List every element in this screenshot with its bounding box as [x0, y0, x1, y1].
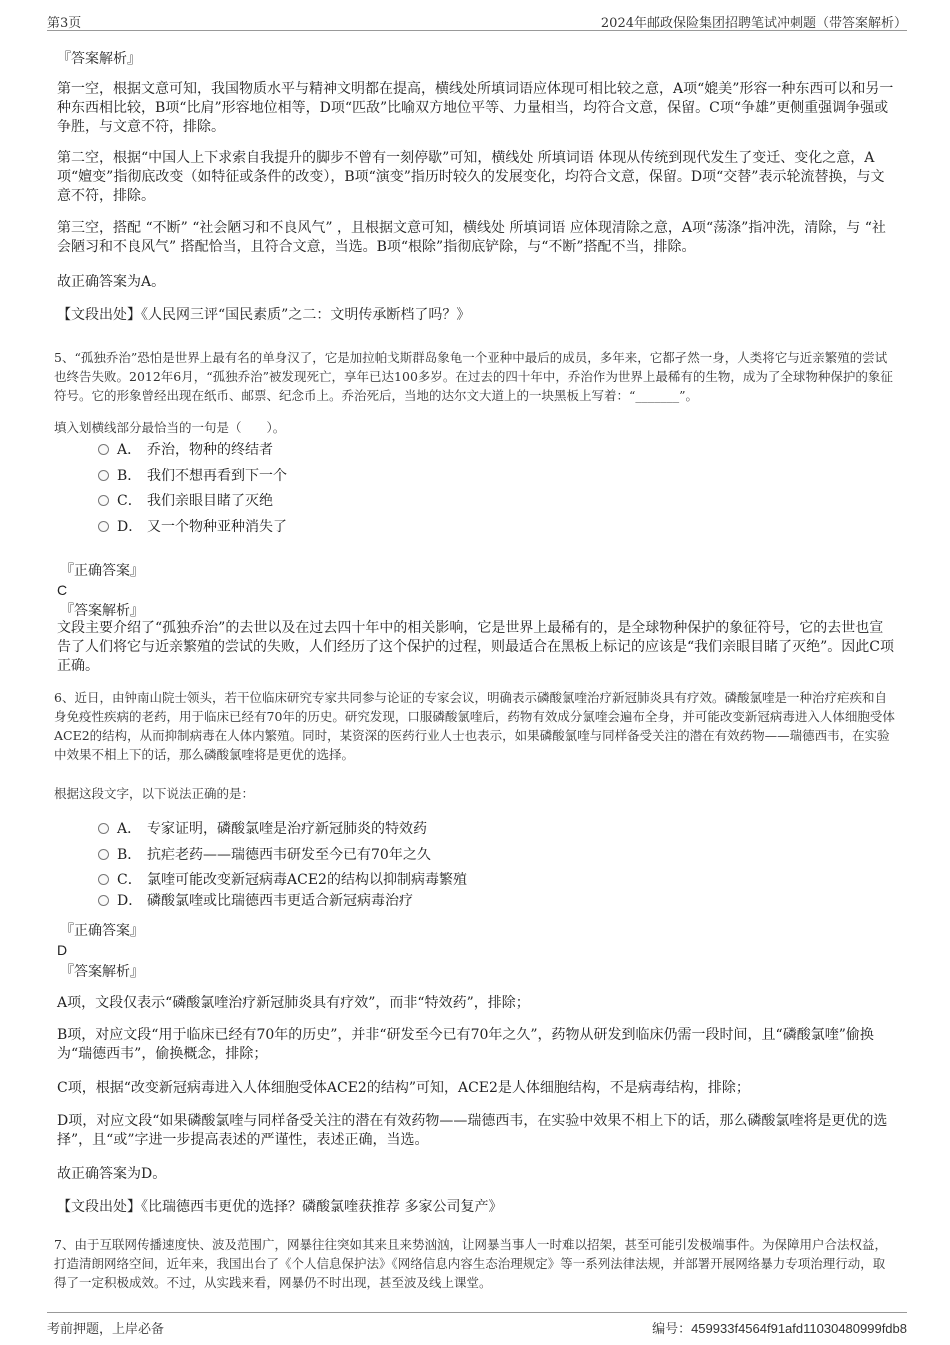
- radio-icon[interactable]: [98, 823, 109, 834]
- page-number: 第3页: [47, 16, 82, 31]
- q6-analysis-label: 『答案解析』: [60, 964, 144, 980]
- q5-correct-label: 『正确答案』: [60, 563, 144, 579]
- q6-analysis-b: B项，对应文段“用于临床已经有70年的历史”，并非“研发至今已有70年之久”，药物从研发到临床仍需一段时间，且“磷酸氯喹”偷换为“瑞德西韦”，偷换概念，排除；: [57, 1027, 874, 1062]
- q6-prompt: 根据这段文字，以下说法正确的是：: [54, 786, 255, 801]
- prev-analysis-para-1: 第一空，根据文意可知，我国物质水平与精神文明都在提高，横线处所填词语应体现可相比较之意，A项“媲美”形容一种东西可以和另一种东西相比较，B项“比肩”形容地位相等，D项“匹敌”比喻双方地位平等、力量相当，均符合文意，保留。C项“争雄”更侧重强调争强或争胜，与文意不符，排除。: [57, 81, 894, 135]
- q6-option-d[interactable]: D． 磷酸氯喹或比瑞德西韦更适合新冠病毒治疗: [98, 892, 413, 911]
- q5-correct-answer: C: [57, 582, 68, 598]
- q5-analysis-label: 『答案解析』: [60, 603, 144, 619]
- radio-icon[interactable]: [98, 521, 109, 532]
- prev-answer-conclusion: 故正确答案为A。: [57, 274, 166, 290]
- q6-correct-answer: D: [57, 942, 68, 958]
- q6-option-c[interactable]: C． 氯喹可能改变新冠病毒ACE2的结构以抑制病毒繁殖: [98, 871, 467, 890]
- radio-icon[interactable]: [98, 849, 109, 860]
- q5-option-c[interactable]: C． 我们亲眼目睹了灭绝: [98, 492, 273, 511]
- document-title: 2024年邮政保险集团招聘笔试冲刺题（带答案解析）: [600, 16, 907, 31]
- radio-icon[interactable]: [98, 895, 109, 906]
- radio-icon[interactable]: [98, 444, 109, 455]
- prev-analysis-label: 『答案解析』: [57, 51, 141, 67]
- q6-analysis-c: C项，根据“改变新冠病毒进入人体细胞受体ACE2的结构”可知，ACE2是人体细胞结构，不是病毒结构，排除；: [57, 1080, 750, 1096]
- q5-option-d[interactable]: D． 又一个物种亚种消失了: [98, 518, 287, 537]
- radio-icon[interactable]: [98, 874, 109, 885]
- q6-correct-label: 『正确答案』: [60, 923, 144, 939]
- document-code: 编号：459933f4564f91afd11030480999fdb8: [652, 1321, 907, 1336]
- q6-stem: 6、近日，由钟南山院士领头，若干位临床研究专家共同参与论证的专家会议，明确表示磷酸氯喹治疗新冠肺炎具有疗效。磷酸氯喹是一种治疗疟疾和自身免疫性疾病的老药，用于临床已经有70年的历史。研究发现，口服磷酸氯喹后，药物有效成分氯喹会遍布全身，并可能改变新冠病毒进入人体细胞受体ACE2的结构，从而抑制病毒在人体内繁殖。同时，某资深的医药行业人士也表示，如果磷酸氯喹与同样备受关注的潜在有效药物——瑞德西韦，在实验中效果不相上下的话，那么磷酸氯喹将是更优的选择。: [54, 690, 895, 762]
- q7-stem: 7、由于互联网传播速度快、波及范围广，网暴往往突如其来且来势汹汹，让网暴当事人一时难以招架，甚至可能引发极端事件。为保障用户合法权益，打造清朗网络空间，近年来，我国出台了《个人信息保护法》《网络信息内容生态治理规定》等一系列法律法规，并部署开展网络暴力专项治理行动，取得了一定积极成效。不过，从实践来看，网暴仍不时出现，甚至波及线上课堂。: [54, 1237, 887, 1290]
- page-footer: [47, 1312, 907, 1337]
- q6-source: 【文段出处】《比瑞德西韦更优的选择？磷酸氯喹获推荐 多家公司复产》: [57, 1199, 503, 1215]
- q6-option-a[interactable]: A． 专家证明，磷酸氯喹是治疗新冠肺炎的特效药: [98, 820, 427, 839]
- q6-analysis-d: D项，对应文段“如果磷酸氯喹与同样备受关注的潜在有效药物——瑞德西韦，在实验中效果不相上下的话，那么磷酸氯喹将是更优的选择”，且“或”字进一步提高表述的严谨性，表述正确，当选。: [57, 1113, 888, 1148]
- q5-prompt: 填入划横线部分最恰当的一句是（ ）。: [54, 420, 286, 435]
- q5-analysis: 文段主要介绍了“孤独乔治”的去世以及在过去四十年中的相关影响，它是世界上最稀有的，是全球物种保护的象征符号，它的去世也宣告了人们将它与近亲繁殖的尝试的失败，人们经历了这个保护的过程，则最适合在黑板上标记的应该是“我们亲眼目睹了灭绝”。因此C项正确。: [57, 620, 895, 674]
- radio-icon[interactable]: [98, 495, 109, 506]
- prev-analysis-para-3: 第三空，搭配 “不断” “社会陋习和不良风气” ，且根据文意可知，横线处 所填词语 应体现清除之意，A项“荡涤”指冲洗，清除，与 “社会陋习和不良风气” 搭配恰当，且符合文意，当选。B项“根除”指彻底铲除，与“不断”搭配不当，排除。: [57, 220, 886, 255]
- prev-source: 【文段出处】《人民网三评“国民素质”之二：文明传承断档了吗？》: [57, 307, 471, 323]
- footer-slogan: 考前押题，上岸必备: [47, 1322, 165, 1337]
- q6-option-b[interactable]: B． 抗疟老药——瑞德西韦研发至今已有70年之久: [98, 846, 431, 865]
- page-header: [47, 8, 907, 31]
- radio-icon[interactable]: [98, 470, 109, 481]
- q5-stem: 5、“孤独乔治”恐怕是世界上最有名的单身汉了，它是加拉帕戈斯群岛象龟一个亚种中最后的成员，多年来，它都孑然一身，人类将它与近亲繁殖的尝试也终告失败。2012年6月，“孤独乔治”被发现死亡，享年已达100多岁。在过去的四十年中，乔治作为世界上最稀有的生物，成为了全球物种保护的象征符号。它的形象曾经出现在纸币、邮票、纪念币上。乔治死后，当地的达尔文大道上的一块黑板上写着：“_______”。: [54, 350, 893, 403]
- q5-option-a[interactable]: A． 乔治，物种的终结者: [98, 441, 273, 460]
- q6-answer-conclusion: 故正确答案为D。: [57, 1166, 167, 1182]
- q5-option-b[interactable]: B． 我们不想再看到下一个: [98, 467, 287, 486]
- prev-analysis-para-2: 第二空，根据“中国人上下求索自我提升的脚步不曾有一刻停歇”可知，横线处 所填词语 体现从传统到现代发生了变迁、变化之意，A项“嬗变”指彻底改变（如特征或条件的改变），B项“演变”指历时较久的发展变化，均符合文意，保留。D项“交替”表示轮流替换，与文意不符，排除。: [57, 150, 885, 204]
- q6-analysis-a: A项，文段仅表示“磷酸氯喹治疗新冠肺炎具有疗效”，而非“特效药”，排除；: [57, 995, 530, 1011]
